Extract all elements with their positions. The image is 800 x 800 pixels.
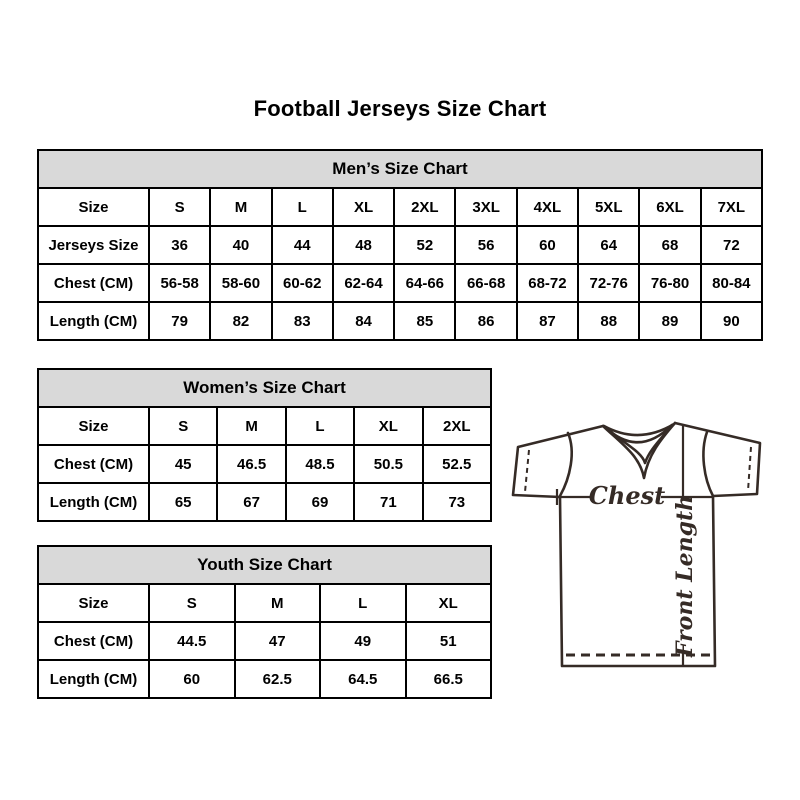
table-cell: 64.5 xyxy=(320,660,406,698)
youth-size-table xyxy=(37,545,492,699)
table-cell: 4XL xyxy=(517,188,578,226)
table-cell: 66-68 xyxy=(455,264,516,302)
row-label: Size xyxy=(38,188,149,226)
table-cell: S xyxy=(149,584,235,622)
table-cell: 79 xyxy=(149,302,210,340)
table-header-row xyxy=(38,546,491,584)
table-cell: L xyxy=(286,407,354,445)
table-header-row xyxy=(38,150,762,188)
table-cell: M xyxy=(235,584,321,622)
chest-label: Chest xyxy=(588,481,666,510)
table-cell: XL xyxy=(406,584,492,622)
table-cell: 84 xyxy=(333,302,394,340)
table-cell: L xyxy=(320,584,406,622)
table-row xyxy=(38,584,491,622)
table-cell: 56-58 xyxy=(149,264,210,302)
table-cell: 52 xyxy=(394,226,455,264)
table-cell: 65 xyxy=(149,483,217,521)
table-cell: 48.5 xyxy=(286,445,354,483)
row-label: Length (CM) xyxy=(38,302,149,340)
table-row xyxy=(38,622,491,660)
row-label: Chest (CM) xyxy=(38,445,149,483)
jersey-right-armhole xyxy=(703,432,713,496)
table-cell: 72-76 xyxy=(578,264,639,302)
table-cell: M xyxy=(217,407,285,445)
table-cell: 45 xyxy=(149,445,217,483)
table-header-row xyxy=(38,369,491,407)
table-cell: 48 xyxy=(333,226,394,264)
jersey-left-armhole xyxy=(560,433,572,496)
table-cell: 88 xyxy=(578,302,639,340)
table-cell: 82 xyxy=(210,302,271,340)
table-cell: 5XL xyxy=(578,188,639,226)
table-cell: 71 xyxy=(354,483,422,521)
row-label: Length (CM) xyxy=(38,660,149,698)
table-cell: 49 xyxy=(320,622,406,660)
table-cell: 76-80 xyxy=(639,264,700,302)
table-cell: 68 xyxy=(639,226,700,264)
table-cell: 86 xyxy=(455,302,516,340)
table-cell: 6XL xyxy=(639,188,700,226)
table-cell: XL xyxy=(354,407,422,445)
table-cell: 64 xyxy=(578,226,639,264)
table-cell: 90 xyxy=(701,302,762,340)
table-cell: 58-60 xyxy=(210,264,271,302)
table-row xyxy=(38,445,491,483)
row-label: Chest (CM) xyxy=(38,264,149,302)
jersey-right-sleeve xyxy=(675,423,760,496)
table-cell: 7XL xyxy=(701,188,762,226)
table-cell: 44.5 xyxy=(149,622,235,660)
table-cell: 36 xyxy=(149,226,210,264)
table-cell: S xyxy=(149,407,217,445)
table-cell: 66.5 xyxy=(406,660,492,698)
row-label: Length (CM) xyxy=(38,483,149,521)
table-cell: 67 xyxy=(217,483,285,521)
jersey-measurement-diagram xyxy=(495,405,780,680)
table-cell: 72 xyxy=(701,226,762,264)
table-cell: 68-72 xyxy=(517,264,578,302)
youth-table-title: Youth Size Chart xyxy=(38,546,491,584)
table-row xyxy=(38,483,491,521)
table-cell: S xyxy=(149,188,210,226)
table-cell: 2XL xyxy=(423,407,491,445)
table-cell: 60 xyxy=(517,226,578,264)
mens-table-title: Men’s Size Chart xyxy=(38,150,762,188)
table-row xyxy=(38,226,762,264)
row-label: Jerseys Size xyxy=(38,226,149,264)
table-cell: 64-66 xyxy=(394,264,455,302)
table-cell: 56 xyxy=(455,226,516,264)
table-row xyxy=(38,188,762,226)
table-cell: 3XL xyxy=(455,188,516,226)
table-cell: M xyxy=(210,188,271,226)
jersey-left-cuff-dashed-line xyxy=(525,450,529,492)
table-row xyxy=(38,264,762,302)
table-cell: 47 xyxy=(235,622,321,660)
table-cell: 52.5 xyxy=(423,445,491,483)
table-cell: L xyxy=(272,188,333,226)
table-cell: 60 xyxy=(149,660,235,698)
table-cell: 50.5 xyxy=(354,445,422,483)
row-label: Size xyxy=(38,407,149,445)
table-row xyxy=(38,660,491,698)
table-cell: 51 xyxy=(406,622,492,660)
table-cell: 83 xyxy=(272,302,333,340)
table-cell: 69 xyxy=(286,483,354,521)
table-cell: 46.5 xyxy=(217,445,285,483)
table-cell: XL xyxy=(333,188,394,226)
jersey-right-cuff-dashed-line xyxy=(748,447,751,491)
table-cell: 80-84 xyxy=(701,264,762,302)
table-cell: 60-62 xyxy=(272,264,333,302)
table-cell: 2XL xyxy=(394,188,455,226)
table-cell: 89 xyxy=(639,302,700,340)
womens-table-title: Women’s Size Chart xyxy=(38,369,491,407)
front-length-label: Front Length xyxy=(672,494,698,658)
row-label: Chest (CM) xyxy=(38,622,149,660)
table-cell: 87 xyxy=(517,302,578,340)
table-cell: 40 xyxy=(210,226,271,264)
page-title: Football Jerseys Size Chart xyxy=(253,96,547,121)
table-cell: 85 xyxy=(394,302,455,340)
row-label: Size xyxy=(38,584,149,622)
table-cell: 44 xyxy=(272,226,333,264)
table-row xyxy=(38,302,762,340)
mens-size-table xyxy=(37,149,763,341)
womens-size-table xyxy=(37,368,492,522)
table-cell: 62-64 xyxy=(333,264,394,302)
table-cell: 62.5 xyxy=(235,660,321,698)
table-cell: 73 xyxy=(423,483,491,521)
table-row xyxy=(38,407,491,445)
